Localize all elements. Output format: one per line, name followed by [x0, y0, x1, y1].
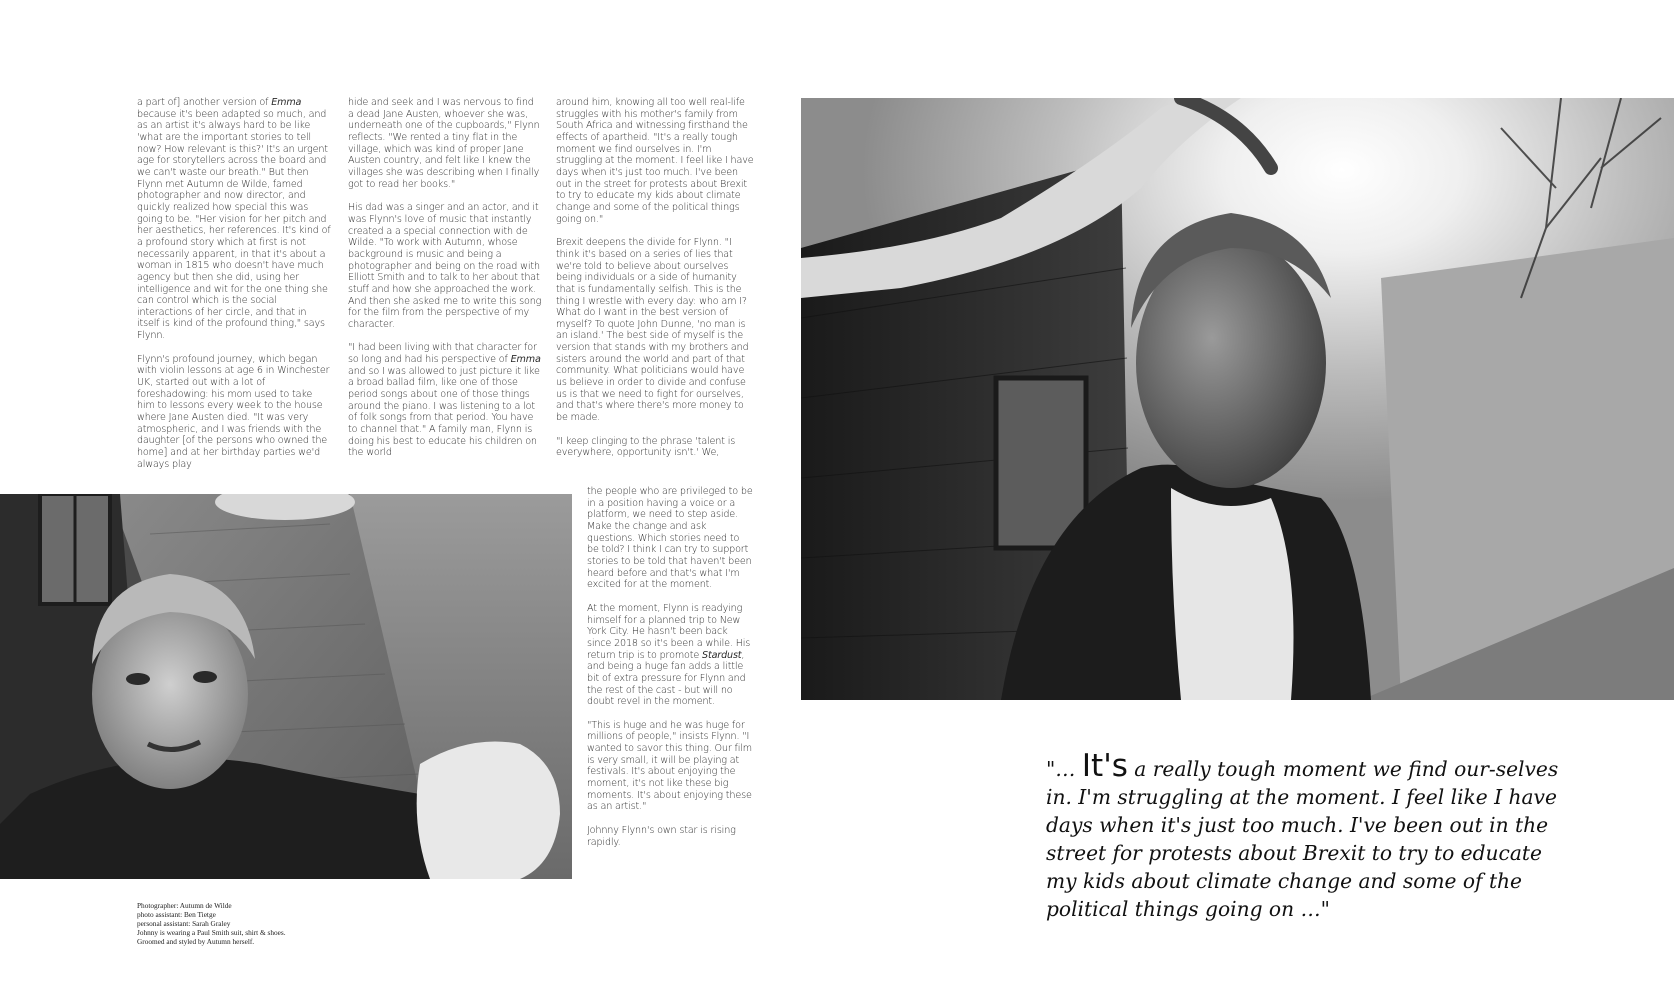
- paragraph: Brexit deepens the divide for Flynn. "I think it's based on a series of lies that we're told to believe about ourselves being individuals or a side of humanity that is fundamentally selfish. This is the thing I wrestle with every day: who am I? What do I want in the best version of myself? To quote John Dunne, 'no man is an island.' The best side of myself is the version that stands with my brothers and sisters around the world and part of that community. What politicians would have us believe in order to divide and confuse us is that we need to fight for ourselves, and that's where there's more money to be made.: [556, 237, 749, 424]
- photo-credits: [137, 902, 337, 947]
- pull-quote: [1046, 748, 1566, 923]
- text-column-1: [137, 97, 331, 482]
- text-column-3-continued: [587, 486, 753, 860]
- paragraph: His dad was a singer and an actor, and it was Flynn's love of music that instantly created a a special connection with de Wilde. "To work with Autumn, whose background is music and being a photographer and being on the road with Elliott Smith and to talk to her about that stuff and how she approached the work. And then she asked me to write this song for the film from the perspective of my character.: [348, 202, 542, 330]
- paragraph: Flynn's profound journey, which began with violin lessons at age 6 in Winchester UK, started out with a lot of foreshadowing: his mom used to take him to lessons every week to the house where Jane Austen died. "It was very atmospheric, and I was friends with the daughter [of the persons who owned the home] and at her birthday parties we'd always play: [137, 353, 330, 470]
- text-column-3: [556, 97, 754, 459]
- credit-line: Groomed and styled by Autumn herself.: [137, 936, 255, 946]
- paragraph: around him, knowing all too well real-life struggles with his mother's family from South Africa and witnessing firsthand the effects of apartheid. "It's a really tough moment we find ourselves in. I'm struggling at the moment. I feel like I have days when it's just too much. I've been out in the street for protests about Brexit to try to educate my kids about climate change and some of the political things going on.": [556, 97, 754, 225]
- paragraph: a part of] another version of Emma because it's been adapted so much, and as an artist it's always hard to be like 'what are the important stories to tell now? How relevant is this?' It's an urgent age for storytellers across the board and we can't waste our breath." But then Flynn met Autumn de Wilde, famed photographer and now director, and quickly realized how special this was going to be. "Her vision for her pitch and her aesthetics, her references. It's kind of a profound story which at first is not necessarily apparent, in that it's about a woman in 1815 who doesn't have much agency but then she did, using her intelligence and wit for the one thing she can control which is the social interactions of her circle, and that in itself is kind of the profound thing," says Flynn.: [137, 97, 331, 342]
- paragraph: "I had been living with that character for so long and had his perspective of Emma and so I was allowed to just picture it like a broad ballad film, like one of those period songs about one of those things around the piano. I was listening to a lot of folk songs from that period. You have to channel that." A family man, Flynn is doing his best to educate his children on the world: [348, 342, 541, 459]
- paragraph: "This is huge and he was huge for millions of people," insists Flynn. "I wanted to savor this thing. Our film is very small, it will be playing at festivals. It's about enjoying the moment, it's not like these big moments. It's about enjoying these as an artist.": [587, 719, 752, 813]
- photo-portrait-sunlight: [801, 98, 1674, 700]
- pull-quote-lead-word: It's: [1081, 748, 1128, 784]
- paragraph: hide and seek and I was nervous to find a dead Jane Austen, whoever she was, underneath one of the cupboards," Flynn reflects. "We rented a tiny flat in the village, which was kind of proper Jane Austen country, and felt like I knew the villages she was describing when I finally got to read her books.": [348, 97, 540, 190]
- photo-selfie-street: [0, 494, 572, 879]
- pull-quote-text: a really tough moment we find our-selves in. I'm struggling at the moment. I feel like I have days when it's just too much. I've been out in the street for protests about Brexit to try to educate my kids about climate change and some of the political things going on …": [1046, 757, 1559, 921]
- text-column-2: [348, 97, 542, 471]
- paragraph: Johnny Flynn's own star is rising rapidly.: [587, 825, 736, 848]
- credit-line: Johnny is wearing a Paul Smith suit, shirt & shoes.: [137, 927, 286, 937]
- paragraph: "I keep clinging to the phrase 'talent is everywhere, opportunity isn't.' We,: [556, 435, 736, 459]
- credit-line: photo assistant: Ben Tietge: [137, 909, 216, 919]
- photo-selfie-illustration: [0, 494, 572, 879]
- credit-line: Photographer: Autumn de Wilde: [137, 901, 232, 910]
- photo-portrait-illustration: [801, 98, 1674, 700]
- pull-quote-open: "…: [1046, 757, 1082, 781]
- credit-line: personal assistant: Sarah Graley: [137, 918, 231, 928]
- paragraph: At the moment, Flynn is readying himself for a planned trip to New York City. He hasn't been back since 2018 so it's been a while. His return trip is to promote Stardust, and being a huge fan adds a little bit of extra pressure for Flynn and the rest of the cast - but will no doubt revel in the moment.: [587, 602, 751, 708]
- paragraph: the people who are privileged to be in a position having a voice or a platform, we need to step aside. Make the change and ask questions. Which stories need to be told? I think I can try to support stories to be told that haven't been heard before and that's what I'm excited for at the moment.: [587, 486, 753, 591]
